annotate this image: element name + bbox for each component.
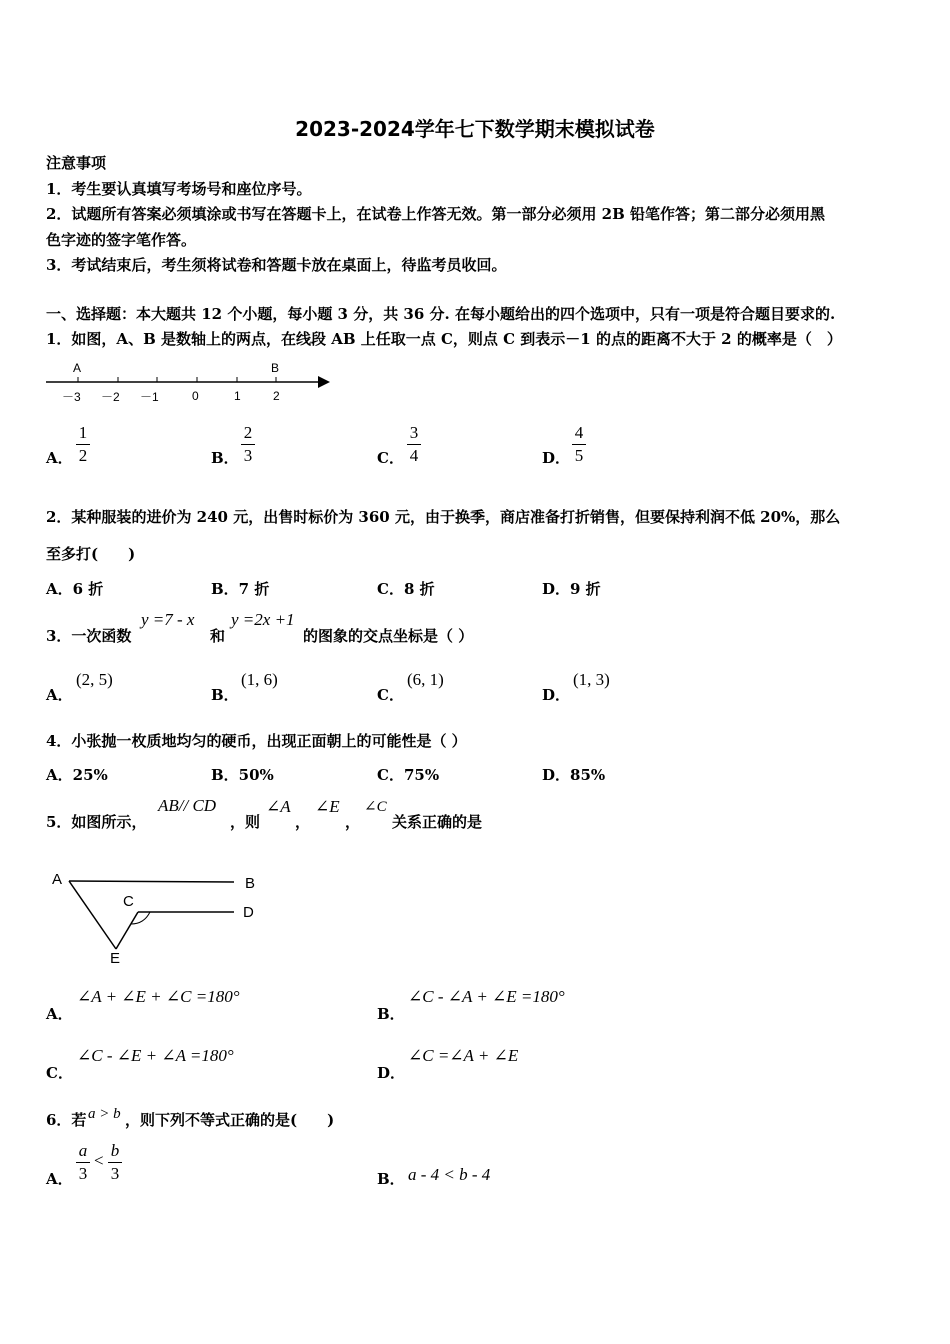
q6-condition: a > b <box>88 1106 121 1122</box>
notice-heading: 注意事项 <box>46 154 107 172</box>
tick-label: －3 <box>62 390 81 404</box>
figure-label-d: D <box>243 904 254 921</box>
q5-option-a-label: A． <box>46 1005 73 1023</box>
q3-option-b-label: B． <box>211 686 239 704</box>
q4-option-c: C．75% <box>377 766 440 784</box>
q6-option-b-expr: a - 4 < b - 4 <box>408 1165 491 1184</box>
question-5-suffix: 关系正确的是 <box>392 813 483 831</box>
fraction-denominator: 3 <box>110 1164 120 1183</box>
figure-label-b: B <box>245 875 256 892</box>
q4-option-d: D．85% <box>542 766 606 784</box>
point-a-label: A <box>73 361 82 375</box>
tick-label: －1 <box>140 390 159 404</box>
tick-label: －2 <box>101 390 120 404</box>
fraction-numerator: 4 <box>574 423 584 442</box>
segment-ec <box>116 912 138 949</box>
q5-option-d-expr: ∠C =∠A + ∠E <box>408 1046 519 1065</box>
q1-option-c-label: C． <box>377 449 404 467</box>
q3-option-b-value: (1, 6) <box>241 670 278 689</box>
fraction-denominator: 3 <box>78 1164 88 1183</box>
number-line-figure <box>40 358 340 408</box>
q6-option-a-label: A． <box>46 1170 73 1188</box>
q5-option-b-label: B． <box>377 1005 405 1023</box>
line-ab <box>69 881 234 882</box>
question-3-mid: 和 <box>210 627 226 645</box>
notice-item: 色字迹的签字笔作答。 <box>46 231 197 249</box>
q6-option-a-operator: < <box>94 1151 104 1170</box>
q5-condition: AB// CD <box>158 796 217 815</box>
question-2-text-cont: 至多打( ) <box>46 545 136 563</box>
segment-ae <box>69 881 116 949</box>
notice-item: 2．试题所有答案必须填涂或书写在答题卡上，在试卷上作答无效。第一部分必须用 2B 铅笔作答；第二部分必须用黑 <box>46 205 826 223</box>
number-line-arrow <box>318 376 330 388</box>
fraction-numerator: 3 <box>409 423 419 442</box>
q5-option-d-label: D． <box>377 1064 406 1082</box>
question-6-prefix: 6．若 <box>46 1111 87 1129</box>
q6-option-a-fraction-1 <box>73 1140 93 1185</box>
q3-function-2: y =2x +1 <box>231 610 295 629</box>
q3-option-c-label: C． <box>377 686 404 704</box>
q1-option-c-fraction <box>404 422 424 467</box>
q3-option-a-label: A． <box>46 686 73 704</box>
q5-sep: ， <box>345 813 361 831</box>
q5-angle-e: ∠E <box>315 797 340 816</box>
q4-option-a: A．25% <box>46 766 108 784</box>
q5-angle-c: ∠C <box>364 799 387 815</box>
section-heading: 一、选择题：本大题共 12 个小题，每小题 3 分，共 36 分. 在每小题给出的四个选项中，只有一项是符合题目要求的. <box>46 305 836 323</box>
q5-sep: ， <box>295 813 311 831</box>
point-b-label: B <box>271 361 280 375</box>
q1-option-d-label: D． <box>542 449 571 467</box>
fraction-denominator: 4 <box>409 446 419 465</box>
fraction-denominator: 2 <box>78 446 88 465</box>
q4-option-b: B．50% <box>211 766 274 784</box>
fraction-numerator: b <box>110 1141 120 1160</box>
q5-option-c-label: C． <box>46 1064 73 1082</box>
fraction-denominator: 3 <box>243 446 253 465</box>
question-4-text: 4．小张抛一枚质地均匀的硬币，出现正面朝上的可能性是（ ） <box>46 732 467 750</box>
fraction-denominator: 5 <box>574 446 584 465</box>
fraction-numerator: a <box>78 1141 88 1160</box>
q1-option-b-fraction <box>238 422 258 467</box>
q1-option-d-fraction <box>569 422 589 467</box>
question-2-text: 2．某种服装的进价为 240 元，出售时标价为 360 元，由于换季，商店准备打折销售，但要保持利润不低 20%，那么 <box>46 508 841 526</box>
notice-item: 3．考试结束后，考生须将试卷和答题卡放在桌面上，待监考员收回。 <box>46 256 507 274</box>
fraction-numerator: 2 <box>243 423 253 442</box>
q5-option-b-expr: ∠C - ∠A + ∠E =180° <box>408 987 565 1006</box>
q1-option-a-fraction <box>73 422 93 467</box>
q3-option-d-value: (1, 3) <box>573 670 610 689</box>
q3-option-d-label: D． <box>542 686 571 704</box>
q3-option-a-value: (2, 5) <box>76 670 113 689</box>
q5-option-a-expr: ∠A + ∠E + ∠C =180° <box>77 987 240 1006</box>
page-title: 2023-2024学年七下数学期末模拟试卷 <box>295 117 655 141</box>
tick-label: 2 <box>273 389 280 403</box>
q3-option-c-value: (6, 1) <box>407 670 444 689</box>
q1-option-a-label: A． <box>46 449 73 467</box>
notice-item: 1．考生要认真填写考场号和座位序号。 <box>46 180 312 198</box>
q5-option-c-expr: ∠C - ∠E + ∠A =180° <box>77 1046 234 1065</box>
q6-option-a-fraction-2 <box>105 1140 125 1185</box>
question-5-prefix: 5．如图所示， <box>46 813 147 831</box>
figure-label-c: C <box>123 893 134 910</box>
question-6-suffix: ，则下列不等式正确的是( ) <box>125 1111 335 1129</box>
q2-option-b: B．7 折 <box>211 580 270 598</box>
tick-label: 0 <box>192 389 199 403</box>
question-1-text: 1．如图，A、B 是数轴上的两点，在线段 AB 上任取一点 C，则点 C 到表示－1 的点的距离不大于 2 的概率是（ ） <box>46 330 842 348</box>
q2-option-d: D．9 折 <box>542 580 601 598</box>
q2-option-a: A．6 折 <box>46 580 104 598</box>
tick-label: 1 <box>234 389 241 403</box>
q6-option-b-label: B． <box>377 1170 405 1188</box>
question-3-prefix: 3．一次函数 <box>46 627 132 645</box>
question-3-suffix: 的图象的交点坐标是（ ） <box>303 627 474 645</box>
figure-label-e: E <box>110 950 121 967</box>
q1-option-b-label: B． <box>211 449 239 467</box>
q2-option-c: C．8 折 <box>377 580 435 598</box>
question-5-mid: ，则 <box>230 813 261 831</box>
q5-angle-a: ∠A <box>266 797 291 816</box>
fraction-numerator: 1 <box>78 423 88 442</box>
q3-function-1: y =7 - x <box>141 610 195 629</box>
figure-label-a: A <box>52 871 63 888</box>
